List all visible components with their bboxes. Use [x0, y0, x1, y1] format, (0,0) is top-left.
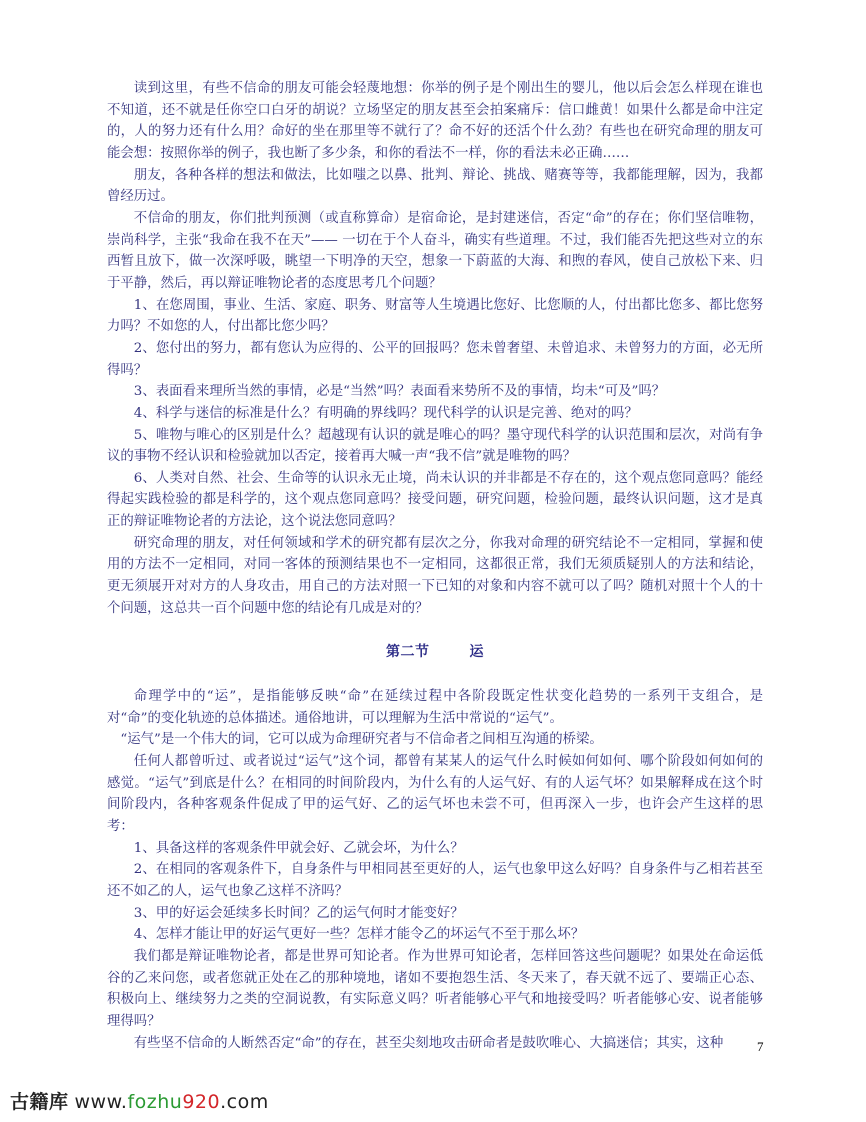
paragraph: 朋友，各种各样的想法和做法，比如嗤之以鼻、批判、辩论、挑战、赌赛等等，我都能理解，因为，我都曾经历过。	[107, 167, 763, 205]
question-item: 5、唯物与唯心的区别是什么？超越现有认识的就是唯心的吗？墨守现代科学的认识范围和层次，对尚有争议的事物不经认识和检验就加以否定，接着再大喊一声“我不信”就是唯物的吗？	[107, 427, 763, 465]
question-item: 1、在您周围，事业、生活、家庭、职务、财富等人生境遇比您好、比您顺的人，付出都比您多、都比您努力吗？不如您的人，付出都比您少吗？	[107, 297, 763, 335]
paragraph: 我们都是辩证唯物论者，都是世界可知论者。作为世界可知论者，怎样回答这些问题呢？如果处在命运低谷的乙来问您，或者您就正处在乙的那种境地，诸如不要抱怨生活、冬天来了，春天就不远了、要端正心态、积极向上、继续努力之类的空洞说教，有实际意义吗？听者能够心平气和地接受吗？听者能够心安、说者能够理得吗？	[107, 948, 763, 1029]
question-item: 4、怎样才能让甲的好运气更好一些？怎样才能令乙的坏运气不至于那么坏？	[133, 927, 585, 943]
question-item: 4、科学与迷信的标准是什么？有明确的界线吗？现代科学的认识是完善、绝对的吗？	[133, 405, 638, 421]
watermark-url-green: fozhu	[127, 1091, 183, 1113]
watermark-url-prefix: www.	[74, 1091, 128, 1113]
paragraph: 研究命理的朋友，对任何领域和学术的研究都有层次之分，你我对命理的研究结论不一定相同，掌握和使用的方法不一定相同，对同一客体的预测结果也不一定相同，这都很正常，我们无须质疑别人的方法和结论，更无须展开对对方的人身攻击，用自己的方法对照一下已知的对象和内容不就可以了吗？随机对照十个人的十个问题，这总共一百个问题中您的结论有几成是对的？	[107, 535, 763, 616]
watermark-url-red: 920	[182, 1091, 221, 1113]
paragraph: 读到这里，有些不信命的朋友可能会轻蔑地想：你举的例子是个刚出生的婴儿，他以后会怎么样现在谁也不知道，还不就是任你空口白牙的胡说？立场坚定的朋友甚至会拍案痛斥：信口雌黄！如果什么都是命中注定的，人的努力还有什么用？命好的坐在那里等不就行了？命不好的还活个什么劲？有些也在研究命理的朋友可能会想：按照你举的例子，我也断了多少条，和你的看法不一样，你的看法未必正确……	[107, 81, 763, 161]
paragraph: 命理学中的“运”，是指能够反映“命”在延续过程中各阶段既定性状变化趋势的一系列干支组合，是对“命”的变化轨迹的总体描述。通俗地讲，可以理解为生活中常说的“运气”。	[107, 689, 763, 726]
page-number: 7	[757, 1039, 764, 1054]
section-name: 运	[469, 644, 484, 661]
question-item: 2、您付出的努力，都有您认为应得的、公平的回报吗？您未曾奢望、未曾追求、未曾努力的方面，必无所得吗？	[107, 340, 763, 378]
section-heading	[107, 642, 763, 664]
question-item: 1、具备这样的客观条件甲就会好、乙就会坏，为什么？	[133, 840, 464, 856]
document-page	[107, 78, 763, 1054]
section-number: 第二节	[386, 644, 430, 661]
question-item: 3、甲的好运会延续多长时间？乙的运气何时才能变好？	[133, 905, 464, 921]
paragraph: 不信命的朋友，你们批判预测（或直称算命）是宿命论，是封建迷信，否定“命”的存在；你们坚信唯物，崇尚科学，主张“我命在我不在天”—— 一切在于个人奋斗，确实有些道理。不过，我们能否先把这些对立的东西暂且放下，做一次深呼吸，眺望一下明净的天空，想象一下蔚蓝的大海、和煦的春风，使自己放松下来、归于平静，然后，再以辩证唯物论者的态度思考几个问题？	[107, 210, 763, 291]
watermark-url-suffix: .com	[220, 1091, 269, 1113]
question-item: 6、人类对自然、社会、生命等的认识永无止境，尚未认识的并非都是不存在的，这个观点您同意吗？能经得起实践检验的都是科学的，这个观点您同意吗？接受问题，研究问题，检验问题，最终认识问题，这才是真正的辩证唯物论者的方法论，这个说法您同意吗？	[107, 470, 763, 530]
question-item: 3、表面看来理所当然的事情，必是“当然”吗？表面看来势所不及的事情，均未“可及”吗？	[133, 384, 666, 400]
paragraph: “运气”是一个伟大的词，它可以成为命理研究者与不信命者之间相互沟通的桥梁。	[120, 732, 603, 748]
site-watermark	[10, 1087, 269, 1114]
paragraph: 任何人都曾听过、或者说过“运气”这个词，都曾有某某人的运气什么时候如何如何、哪个阶段如何如何的感觉。“运气”到底是什么？在相同的时间阶段内，为什么有的人运气好、有的人运气坏？如果解释成在这个时间阶段内，各种客观条件促成了甲的运气好、乙的运气坏也未尝不可，但再深入一步，也许会产生这样的思考：	[107, 754, 763, 834]
question-item: 2、在相同的客观条件下，自身条件与甲相同甚至更好的人，运气也象甲这么好吗？自身条件与乙相若甚至还不如乙的人，运气也象乙这样不济吗？	[107, 862, 763, 899]
watermark-site-name: 古籍库	[10, 1091, 69, 1113]
paragraph: 有些坚不信命的人断然否定“命”的存在，甚至尖刻地攻击研命者是鼓吹唯心、大搞迷信；其实，这种	[133, 1035, 724, 1051]
